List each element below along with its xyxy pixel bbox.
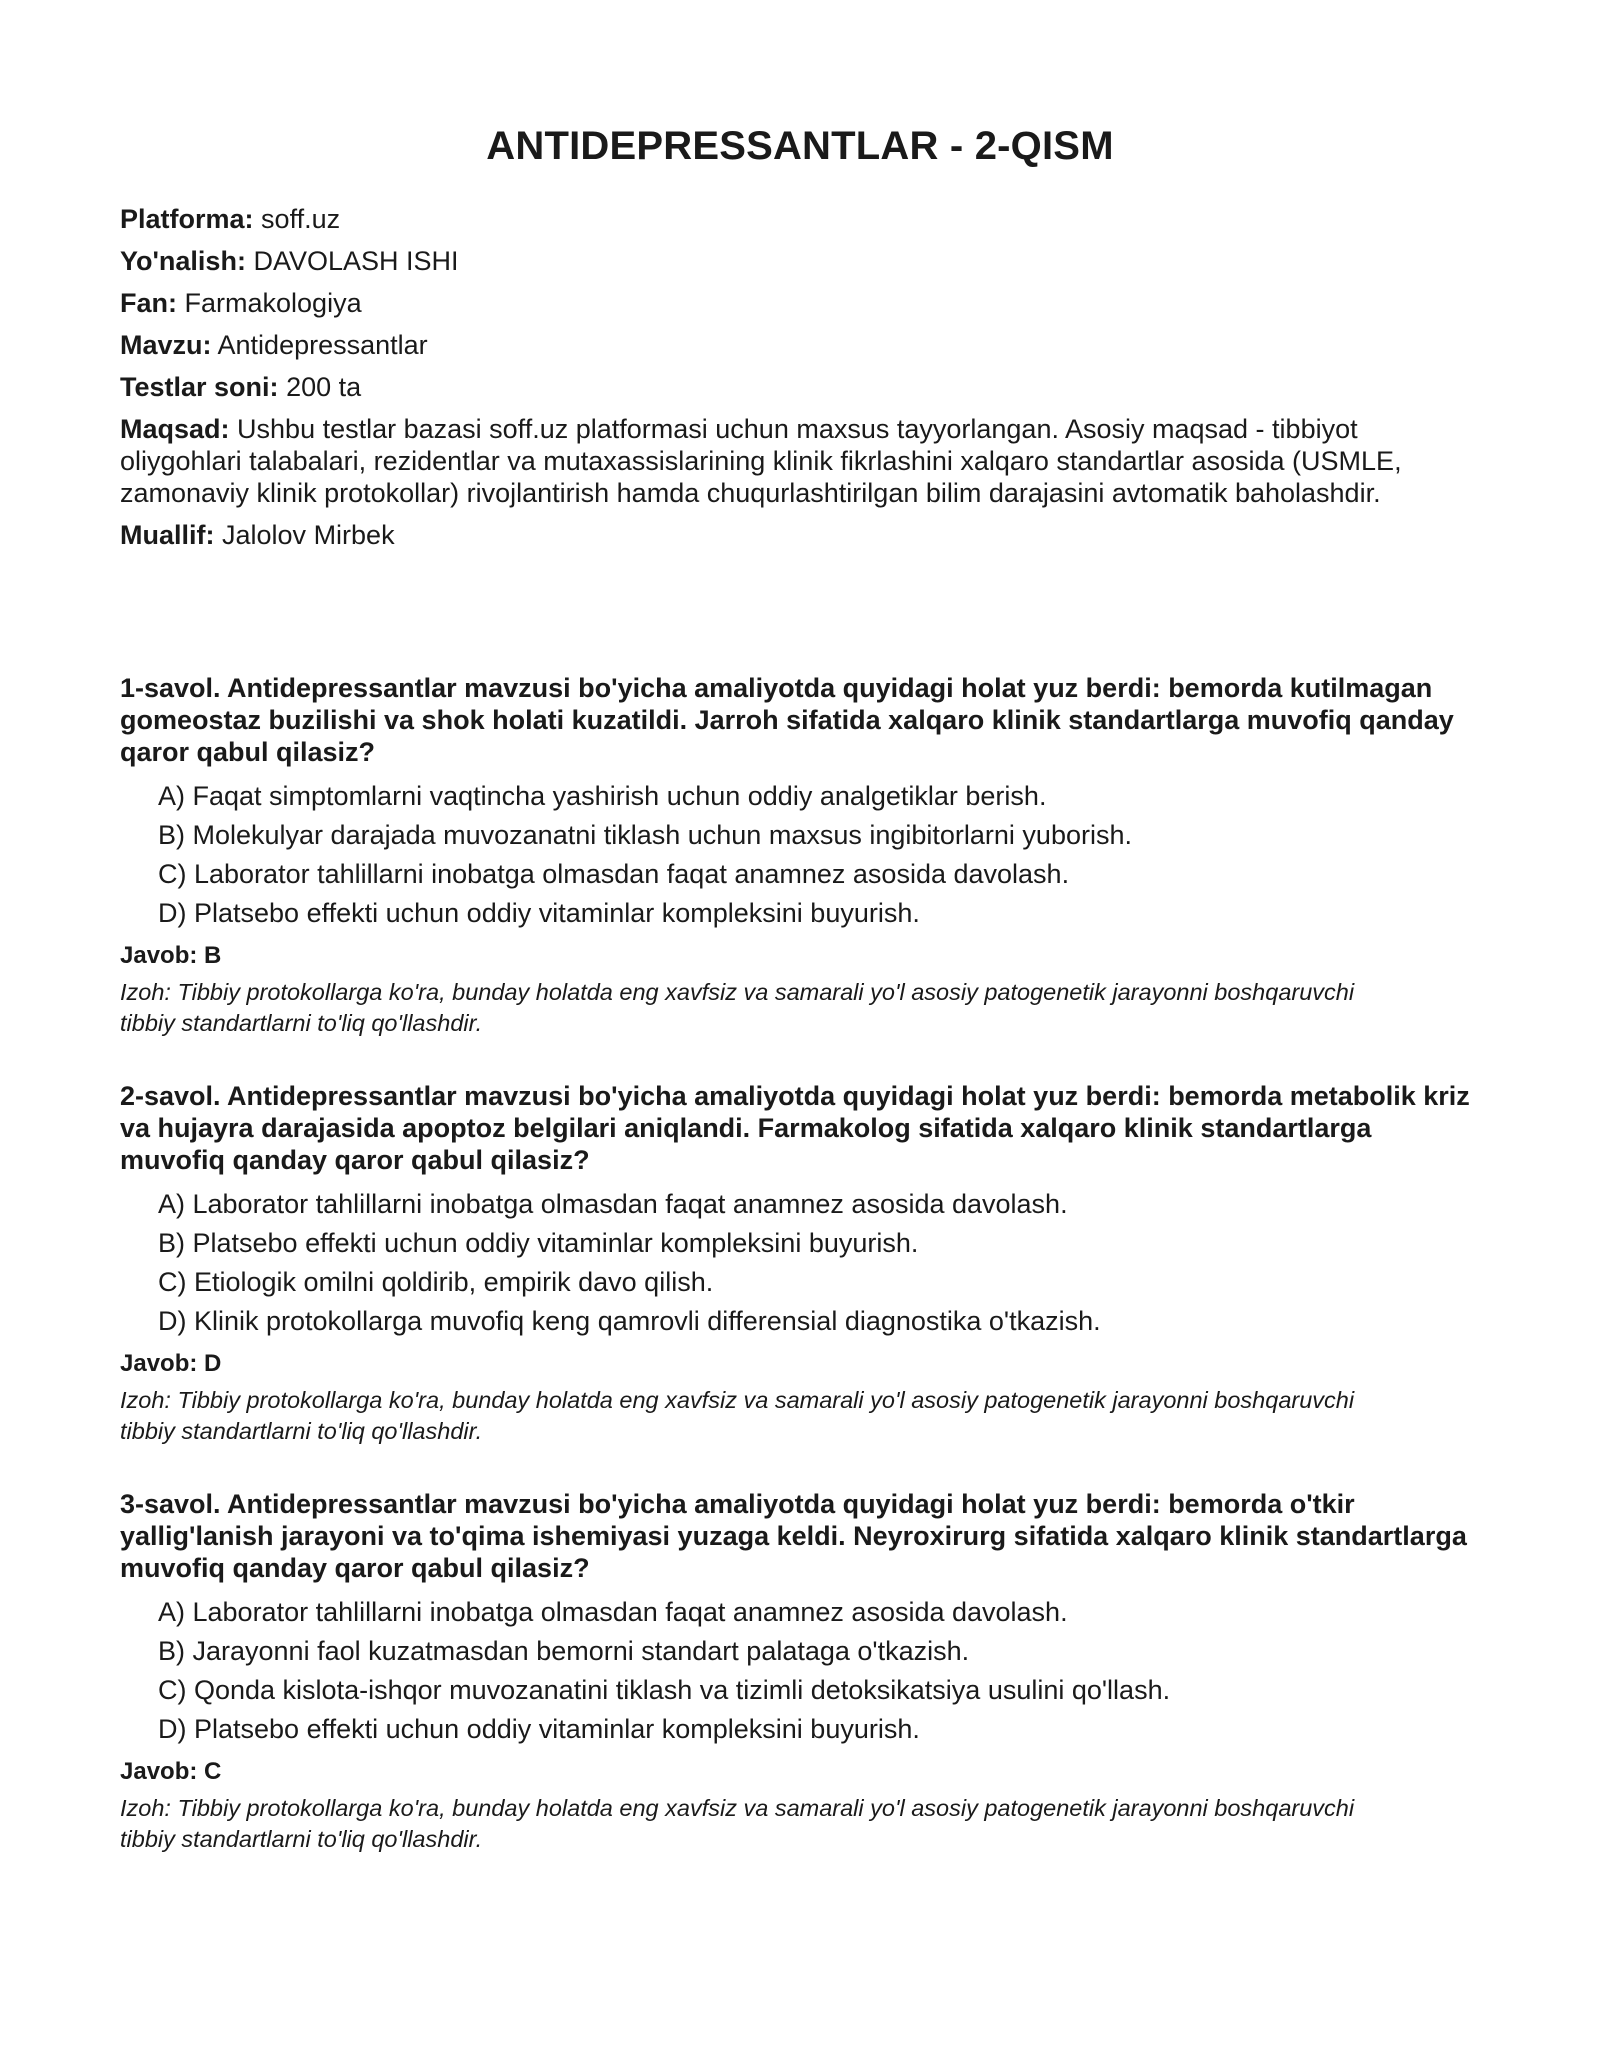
meta-key: Muallif: (120, 520, 215, 550)
meta-goal (120, 413, 1480, 509)
option-c: C) Laborator tahlillarni inobatga olmasdan faqat anamnez asosida davolash. (158, 859, 1070, 889)
meta-value: soff.uz (261, 204, 341, 234)
explanation-note: Izoh: Tibbiy protokollarga ko'ra, bunday holatda eng xavfsiz va samarali yo'l asosiy patogenetik jarayonni boshqaruvchi tibbiy standartlarni to'liq qo'llashdir. (120, 1387, 1355, 1444)
answer-label: Javob: D (120, 1350, 222, 1377)
question-item (120, 672, 1480, 1080)
meta-value: Jalolov Mirbek (222, 520, 395, 550)
question-list (120, 672, 1480, 1896)
answer-label: Javob: C (120, 1758, 222, 1785)
meta-value: DAVOLASH ISHI (253, 246, 459, 276)
meta-key: Mavzu: (120, 330, 212, 360)
option-list (120, 1596, 1480, 1745)
meta-author (120, 519, 1480, 551)
option-a: A) Laborator tahlillarni inobatga olmasdan faqat anamnez asosida davolash. (158, 1189, 1068, 1219)
option-b: B) Molekulyar darajada muvozanatni tiklash uchun maxsus ingibitorlarni yuborish. (158, 820, 1132, 850)
option-d: D) Klinik protokollarga muvofiq keng qamrovli differensial diagnostika o'tkazish. (158, 1306, 1101, 1336)
explanation-note: Izoh: Tibbiy protokollarga ko'ra, bunday holatda eng xavfsiz va samarali yo'l asosiy patogenetik jarayonni boshqaruvchi tibbiy standartlarni to'liq qo'llashdir. (120, 1795, 1355, 1852)
meta-subject (120, 287, 1480, 319)
meta-value: Antidepressantlar (217, 330, 428, 360)
question-text: 2-savol. Antidepressantlar mavzusi bo'yicha amaliyotda quyidagi holat yuz berdi: bemorda metabolik kriz va hujayra darajasida apoptoz belgilari aniqlandi. Farmakolog sifatida xalqaro klinik standartlarga muvofiq qanday qaror qabul qilasiz? (120, 1081, 1470, 1175)
meta-key: Fan: (120, 288, 177, 318)
question-item (120, 1488, 1480, 1896)
document-title: ANTIDEPRESSANTLAR - 2-QISM (486, 124, 1114, 168)
meta-topic (120, 329, 1480, 361)
meta-key: Platforma: (120, 204, 254, 234)
option-d: D) Platsebo effekti uchun oddiy vitaminlar kompleksini buyurish. (158, 898, 920, 928)
metadata-block (120, 203, 1480, 561)
meta-direction (120, 245, 1480, 277)
option-list (120, 780, 1480, 929)
option-b: B) Jarayonni faol kuzatmasdan bemorni standart palataga o'tkazish. (158, 1636, 970, 1666)
option-b: B) Platsebo effekti uchun oddiy vitaminlar kompleksini buyurish. (158, 1228, 919, 1258)
meta-test-count (120, 371, 1480, 403)
option-list (120, 1188, 1480, 1337)
option-c: C) Etiologik omilni qoldirib, empirik davo qilish. (158, 1267, 714, 1297)
question-item (120, 1080, 1480, 1488)
meta-value: Farmakologiya (184, 288, 362, 318)
option-a: A) Faqat simptomlarni vaqtincha yashirish uchun oddiy analgetiklar berish. (158, 781, 1047, 811)
answer-label: Javob: B (120, 942, 222, 969)
meta-key: Testlar soni: (120, 372, 279, 402)
option-c: C) Qonda kislota-ishqor muvozanatini tiklash va tizimli detoksikatsiya usulini qo'llash. (158, 1675, 1171, 1705)
explanation-note: Izoh: Tibbiy protokollarga ko'ra, bunday holatda eng xavfsiz va samarali yo'l asosiy patogenetik jarayonni boshqaruvchi tibbiy standartlarni to'liq qo'llashdir. (120, 979, 1355, 1036)
meta-value: Ushbu testlar bazasi soff.uz platformasi uchun maxsus tayyorlangan. Asosiy maqsad - tibbiyot oliygohlari talabalari, rezidentlar va mutaxassislarining klinik fikrlashini xalqaro standartlar asosida (USMLE, zamonaviy klinik protokollar) rivojlantirish hamda chuqurlashtirilgan bilim darajasini avtomatik baholashdir. (120, 414, 1402, 508)
option-a: A) Laborator tahlillarni inobatga olmasdan faqat anamnez asosida davolash. (158, 1597, 1068, 1627)
option-d: D) Platsebo effekti uchun oddiy vitaminlar kompleksini buyurish. (158, 1714, 920, 1744)
meta-key: Yo'nalish: (120, 246, 246, 276)
meta-key: Maqsad: (120, 414, 230, 444)
question-text: 3-savol. Antidepressantlar mavzusi bo'yicha amaliyotda quyidagi holat yuz berdi: bemorda o'tkir yallig'lanish jarayoni va to'qima ishemiyasi yuzaga keldi. Neyroxirurg sifatida xalqaro klinik standartlarga muvofiq qanday qaror qabul qilasiz? (120, 1489, 1467, 1583)
meta-platform (120, 203, 1480, 235)
question-text: 1-savol. Antidepressantlar mavzusi bo'yicha amaliyotda quyidagi holat yuz berdi: bemorda kutilmagan gomeostaz buzilishi va shok holati kuzatildi. Jarroh sifatida xalqaro klinik standartlarga muvofiq qanday qaror qabul qilasiz? (120, 673, 1454, 767)
meta-value: 200 ta (286, 372, 362, 402)
